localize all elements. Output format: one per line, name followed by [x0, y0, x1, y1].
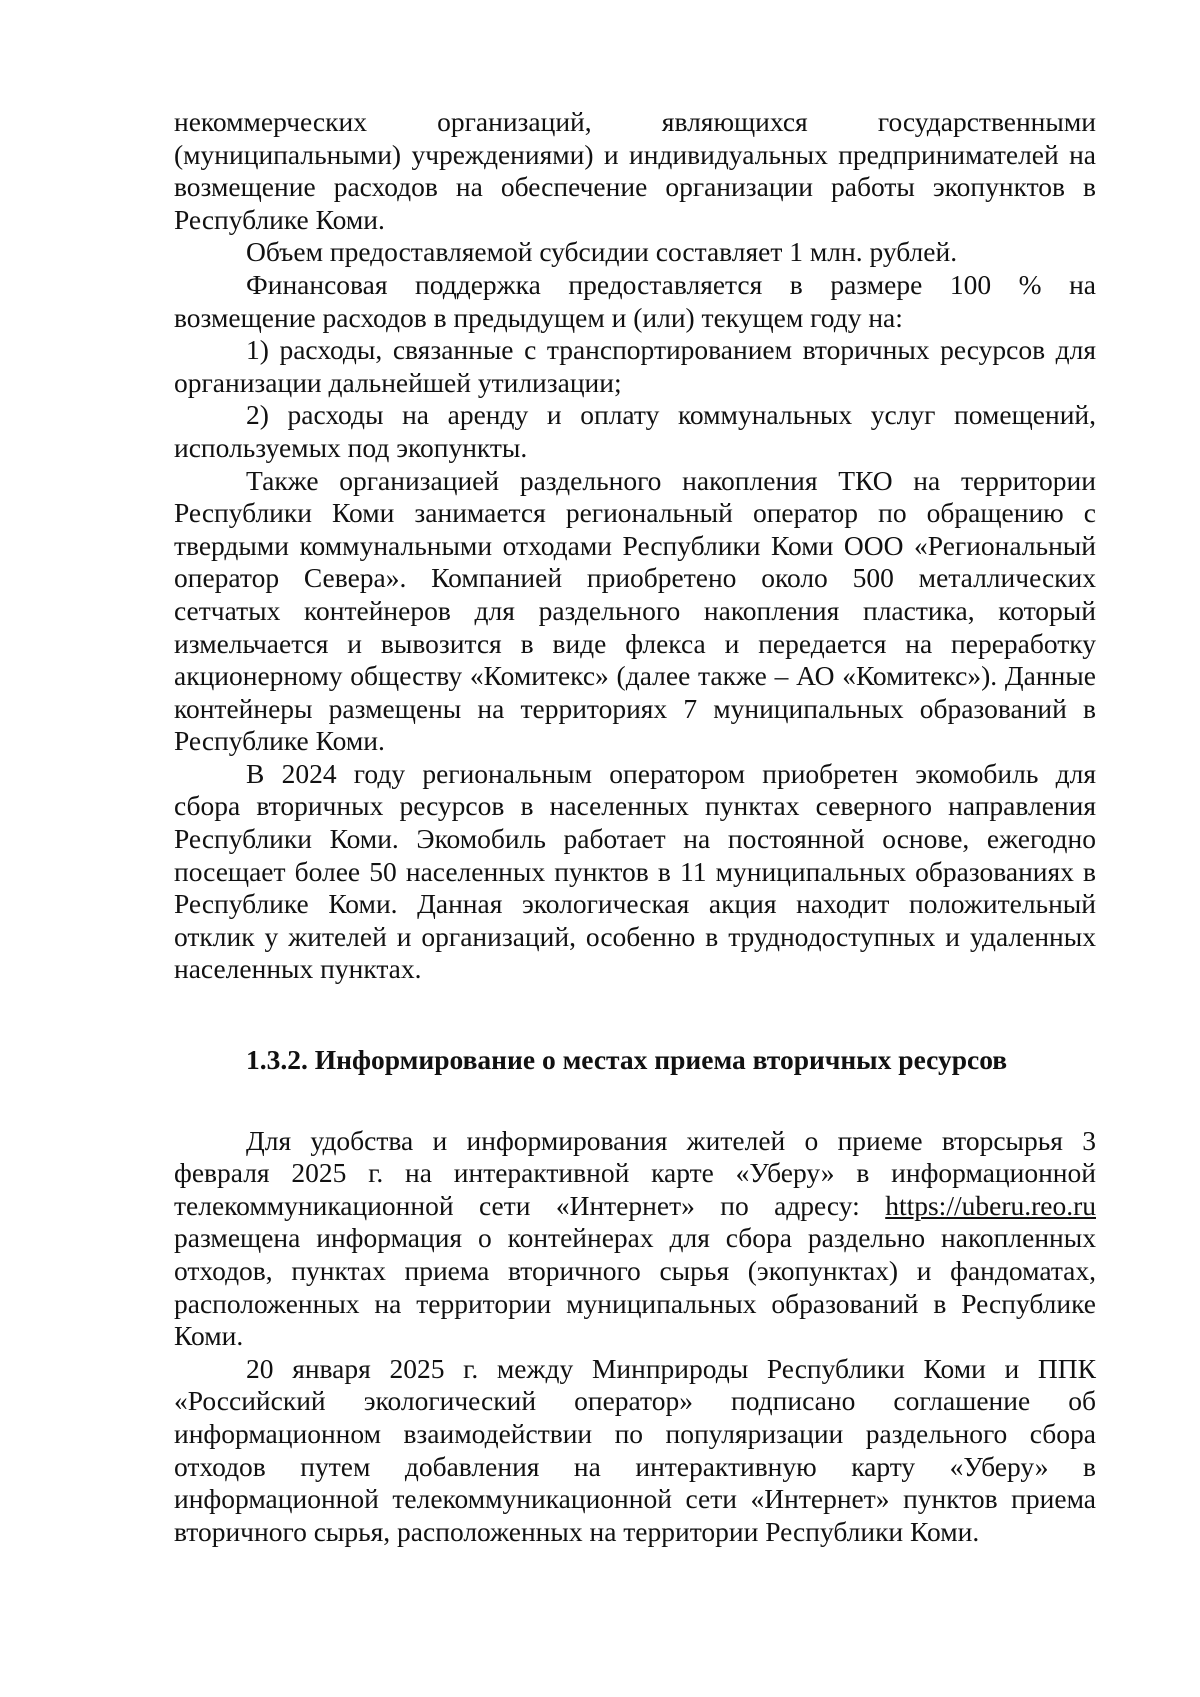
- paragraph-subsidy-volume: Объем предоставляемой субсидии составляет 1 млн. рублей.: [246, 236, 958, 268]
- paragraph-agreement: 20 января 2025 г. между Минприроды Республики Коми и ППК «Российский экологический оператор» подписано соглашение об информационном взаимодействии по популяризации раздельного сбора отходов путем добавления на интерактивную карту «Уберу» в информационной телекоммуникационной сети «Интернет» пунктов приема вторичного сырья, расположенных на территории Республики Коми.: [174, 1352, 1096, 1547]
- paragraph-subsidy-recipients: некоммерческих организаций, являющихся государственными (муниципальными) учреждениями) и индивидуальных предпринимателей на возмещение расходов на обеспечение организации работы экопунктов в Республике Коми.: [174, 106, 1096, 235]
- section-heading: 1.3.2. Информирование о местах приема вторичных ресурсов: [246, 1044, 1008, 1076]
- map-info-text-start: Для удобства и информирования жителей о приеме вторсырья 3 февраля 2025 г. на интерактивной карте «Уберу» в информационной телекоммуникационной сети «Интернет» по адресу:: [174, 1124, 1096, 1221]
- paragraph-financial-support: Финансовая поддержка предоставляется в размере 100 % на возмещение расходов в предыдущем и (или) текущем году на:: [174, 268, 1096, 333]
- map-info-text-end: размещена информация о контейнерах для сбора раздельно накопленных отходов, пунктах приема вторичного сырья (экопунктах) и фандоматах, расположенных на территории муниципальных образований в Республике Коми.: [174, 1222, 1096, 1352]
- paragraph-regional-operator: Также организацией раздельного накопления ТКО на территории Республики Коми занимается региональный оператор по обращению с твердыми коммунальными отходами Республики Коми ООО «Региональный оператор Севера». Компанией приобретено около 500 металлических сетчатых контейнеров для раздельного накопления пластика, который измельчается и вывозится в виде флекса и передается на переработку акционерному обществу «Комитекс» (далее также – АО «Комитекс»). Данные контейнеры размещены на территориях 7 муниципальных образований в Республике Коми.: [174, 464, 1096, 757]
- document-body: [174, 106, 1096, 1548]
- paragraph-map-info: [174, 1125, 1096, 1353]
- uberu-link[interactable]: https://uberu.reo.ru: [885, 1189, 1096, 1221]
- list-item-transport-costs: 1) расходы, связанные с транспортированием вторичных ресурсов для организации дальнейшей утилизации;: [174, 334, 1096, 398]
- paragraph-ecomobile: В 2024 году региональным оператором приобретен экомобиль для сбора вторичных ресурсов в населенных пунктах северного направления Республики Коми. Экомобиль работает на постоянной основе, ежегодно посещает более 50 населенных пунктов в 11 муниципальных образованиях в Республике Коми. Данная экологическая акция находит положительный отклик у жителей и организаций, особенно в труднодоступных и удаленных населенных пунктах.: [174, 757, 1096, 985]
- list-item-rent-costs: 2) расходы на аренду и оплату коммунальных услуг помещений, используемых под экопункты.: [174, 399, 1096, 463]
